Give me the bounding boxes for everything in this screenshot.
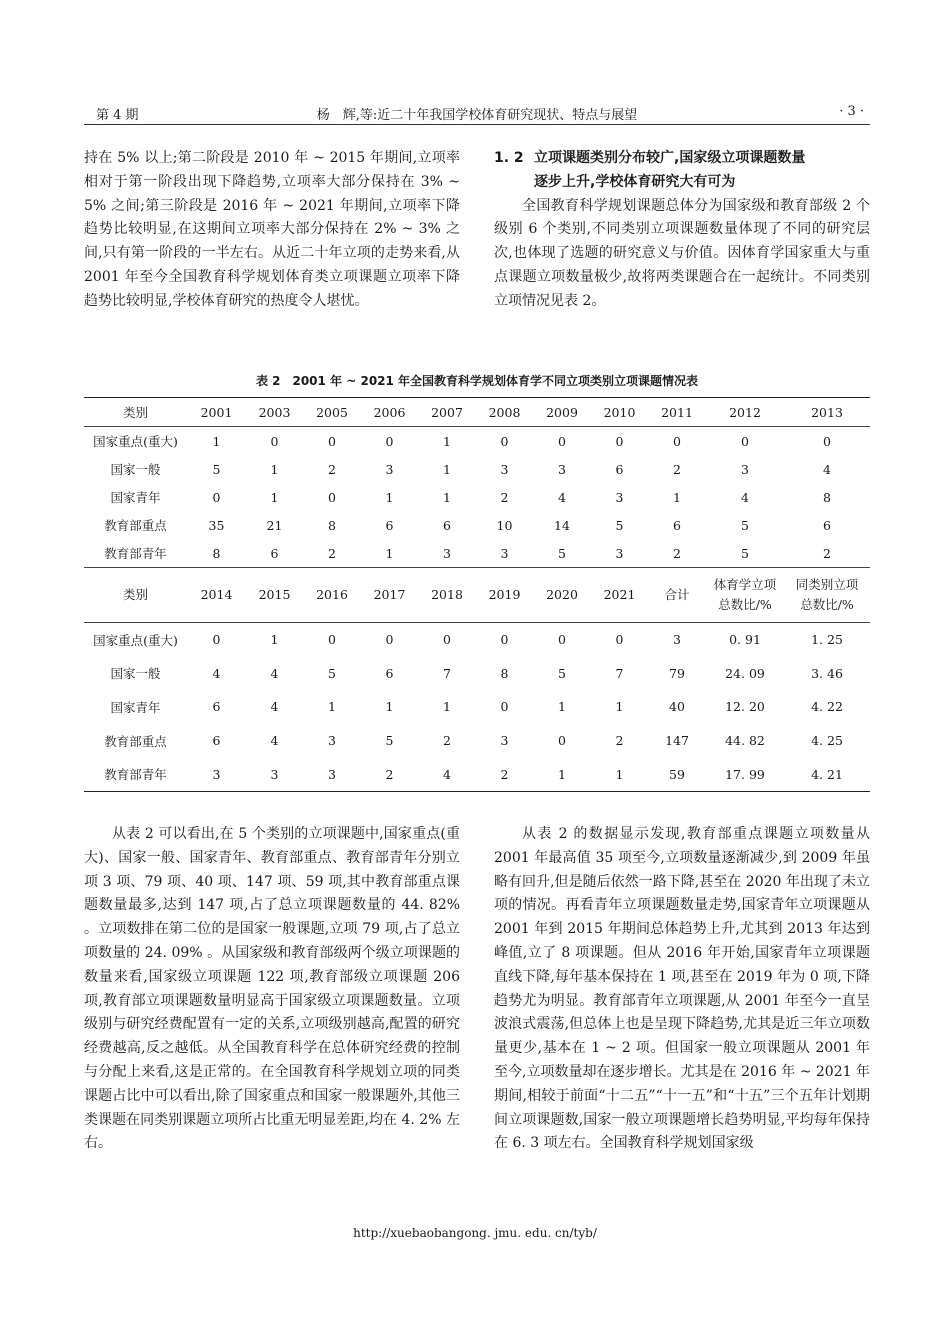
table-cell: 3 xyxy=(615,545,624,561)
table-cell: 17. 99 xyxy=(706,757,784,791)
table-cell: 8 xyxy=(212,545,221,561)
table-header-cell: 2010 xyxy=(591,398,648,427)
category-cell: 教育部重点 xyxy=(104,518,167,533)
paragraph: 持在 5% 以上;第二阶段是 2010 年 ~ 2015 年期间,立项率相对于第一阶段出现下降趋势,立项率大部分保持在 3% ~ 5% 之间;第三阶段是 2016 年 ~ 2021 年期间,立项率下降趋势比较明显,在这期间立项率大部分保持在 2% ~ 3% 之间,只有第一阶段的一半左右。从近二十年立项的走势来看,从 2001 年至今全国教育科学规划体育类立项课题立项率下降趋势比较明显,学校体育研究的热度令人堪忧。 xyxy=(84,150,460,309)
table-cell: 1 xyxy=(615,699,624,715)
table-row xyxy=(84,483,870,511)
table-cell: 1 xyxy=(533,757,591,791)
section-heading xyxy=(494,147,870,195)
table-cell: 4 xyxy=(418,757,476,791)
table-cell: 4. 21 xyxy=(784,757,870,791)
table-cell: 2 xyxy=(823,545,831,561)
table-header-cell: 2018 xyxy=(418,568,476,623)
table-header-cell: 2005 xyxy=(303,398,361,427)
table-cell: 5 xyxy=(385,733,394,749)
table-cell: 2 xyxy=(443,733,451,749)
table-cell: 6 xyxy=(270,545,279,561)
table-cell: 6 xyxy=(385,517,394,533)
table-cell: 0 xyxy=(784,427,870,456)
table-cell: 2 xyxy=(328,545,336,561)
table-caption: 表 2 2001 年 ~ 2021 年全国教育科学规划体育学不同立项类别立项课题情况表 xyxy=(255,374,699,388)
table-cell: 0 xyxy=(706,427,784,456)
table-cell: 5 xyxy=(741,545,749,561)
table-cell: 4 xyxy=(270,699,279,715)
table-cell: 8 xyxy=(500,665,509,681)
table-header-cell xyxy=(706,568,784,623)
table-cell: 3 xyxy=(443,545,451,561)
table-header-cell: 合计 xyxy=(648,568,706,623)
table-cell: 2 xyxy=(673,461,681,477)
table-cell: 1 xyxy=(246,623,303,657)
category-cell: 教育部青年 xyxy=(84,757,187,791)
table-cell: 0 xyxy=(558,733,566,749)
category-cell: 教育部青年 xyxy=(104,546,167,561)
table-header-cell: 2017 xyxy=(361,568,418,623)
table-cell: 3 xyxy=(648,623,706,657)
table-header-cell: 2021 xyxy=(591,568,648,623)
table-cell: 2 xyxy=(615,733,624,749)
table-header-cell: 类别 xyxy=(84,398,187,427)
table-cell: 1 xyxy=(443,489,451,505)
table-cell: 4 xyxy=(558,489,566,505)
table-header-cell: 2013 xyxy=(784,398,870,427)
table-cell: 6 xyxy=(385,665,394,681)
table-header-cell: 2016 xyxy=(303,568,361,623)
table-cell: 5 xyxy=(558,545,566,561)
table-header-cell: 2008 xyxy=(476,398,533,427)
table-cell: 4. 22 xyxy=(811,699,843,715)
table-cell: 4 xyxy=(823,461,831,477)
table-cell: 3 xyxy=(500,733,509,749)
footer-url: http://xuebaobangong. jmu. edu. cn/tyb/ xyxy=(353,1226,597,1240)
table-header-cell: 2020 xyxy=(533,568,591,623)
table-cell: 6 xyxy=(673,517,681,533)
table-header-cell: 2006 xyxy=(361,398,418,427)
table-header-cell: 2015 xyxy=(246,568,303,623)
table-cell: 0 xyxy=(246,427,303,456)
table-cell: 12. 20 xyxy=(725,699,765,715)
table-header-cell: 2011 xyxy=(648,398,706,427)
table-cell: 3 xyxy=(303,757,361,791)
table-cell: 1 xyxy=(418,427,476,456)
table-cell: 1 xyxy=(385,489,394,505)
header-line: 总数比/% xyxy=(800,597,854,612)
table-cell: 0 xyxy=(303,623,361,657)
table-cell: 4 xyxy=(270,733,279,749)
category-cell: 国家一般 xyxy=(110,462,161,477)
right-column-top xyxy=(494,147,870,314)
running-title: 杨 辉,等:近二十年我国学校体育研究现状、特点与展望 xyxy=(316,108,638,123)
table-cell: 59 xyxy=(648,757,706,791)
table-cell: 1 xyxy=(558,699,566,715)
table-cell: 0 xyxy=(212,489,221,505)
table-row xyxy=(84,757,870,791)
left-column-top xyxy=(84,147,460,314)
right-column-bottom xyxy=(494,823,870,1156)
table-cell: 6 xyxy=(212,733,221,749)
table-cell: 0 xyxy=(591,427,648,456)
running-header xyxy=(84,104,870,124)
table-header-cell: 2019 xyxy=(476,568,533,623)
table-header-row xyxy=(84,568,870,623)
table-cell: 14 xyxy=(554,517,570,533)
table-cell: 8 xyxy=(328,517,336,533)
header-rule xyxy=(84,124,870,125)
table-cell: 5 xyxy=(212,461,221,477)
section-title-line1: 立项课题类别分布较广,国家级立项课题数量 xyxy=(534,150,806,166)
page-number: · 3 · xyxy=(839,104,864,119)
table-header-cell: 2003 xyxy=(246,398,303,427)
table-cell: 0 xyxy=(648,427,706,456)
table-row xyxy=(84,511,870,539)
table-cell: 5 xyxy=(558,665,566,681)
table-header-row xyxy=(84,398,870,427)
table-header-cell: 2007 xyxy=(418,398,476,427)
table-cell: 6 xyxy=(823,517,831,533)
table-cell: 0 xyxy=(187,623,246,657)
table-cell: 6 xyxy=(212,699,221,715)
table-cell: 3. 46 xyxy=(811,665,843,681)
table-header-cell: 2014 xyxy=(187,568,246,623)
issue-number: 第 4 期 xyxy=(96,108,139,123)
table-cell: 6 xyxy=(443,517,451,533)
table-cell: 0. 91 xyxy=(706,623,784,657)
table-cell: 4 xyxy=(741,489,749,505)
category-cell: 国家重点(重大) xyxy=(84,623,187,657)
category-cell: 国家青年 xyxy=(110,490,161,505)
table-cell: 5 xyxy=(741,517,749,533)
table-header-cell xyxy=(784,568,870,623)
paragraph: 全国教育科学规划课题总体分为国家级和教育部级 2 个级别 6 个类别,不同类别立项课题数量体现了不同的研究层次,也体现了选题的研究意义与价值。因体育学国家重大与重点课题立项数量极少,故将两类课题合在一起统计。不同类别立项情况见表 2。 xyxy=(494,197,870,309)
table-cell: 1 xyxy=(270,461,279,477)
table-cell: 1 xyxy=(385,699,394,715)
table-cell: 1. 25 xyxy=(784,623,870,657)
table-row xyxy=(84,690,870,724)
section-number: 1. 2 xyxy=(494,150,524,166)
table-cell: 1 xyxy=(673,489,681,505)
table-header-cell: 2001 xyxy=(187,398,246,427)
table-cell: 0 xyxy=(591,623,648,657)
table-header-cell: 类别 xyxy=(84,568,187,623)
table-cell: 1 xyxy=(443,699,451,715)
table-cell: 40 xyxy=(669,699,685,715)
table-row xyxy=(84,623,870,657)
table-cell: 79 xyxy=(669,665,685,681)
table-cell: 2 xyxy=(361,757,418,791)
table-cell: 0 xyxy=(533,623,591,657)
table-cell: 21 xyxy=(266,517,283,533)
table-cell: 1 xyxy=(443,461,451,477)
category-cell: 国家一般 xyxy=(110,666,161,682)
table-row xyxy=(84,455,870,483)
left-column-bottom xyxy=(84,823,460,1156)
table-cell: 5 xyxy=(615,517,624,533)
table-cell: 0 xyxy=(303,427,361,456)
table-cell: 7 xyxy=(615,665,624,681)
table-cell: 3 xyxy=(187,757,246,791)
category-cell: 教育部重点 xyxy=(104,733,167,749)
table-cell: 1 xyxy=(328,699,336,715)
table-cell: 3 xyxy=(500,461,509,477)
header-line: 体育学立项 xyxy=(713,577,777,592)
table-cell: 0 xyxy=(500,699,509,715)
header-line: 总数比/% xyxy=(718,597,772,612)
table-cell: 0 xyxy=(476,427,533,456)
table-cell: 35 xyxy=(208,517,225,533)
table-cell: 0 xyxy=(361,623,418,657)
table-cell: 3 xyxy=(741,461,749,477)
section-title-line2: 逐步上升,学校体育研究大有可为 xyxy=(534,173,736,190)
table-cell: 3 xyxy=(615,489,624,505)
table-cell: 44. 82 xyxy=(725,733,765,749)
category-cell: 国家重点(重大) xyxy=(84,427,187,456)
table-header-cell: 2012 xyxy=(706,398,784,427)
table-cell: 1 xyxy=(385,545,394,561)
table-cell: 0 xyxy=(361,427,418,456)
table-cell: 0 xyxy=(476,623,533,657)
table-row xyxy=(84,539,870,568)
table-cell: 5 xyxy=(328,665,336,681)
table-cell: 4. 25 xyxy=(811,733,843,749)
category-cell: 国家青年 xyxy=(110,699,161,715)
paragraph: 从表 2 可以看出,在 5 个类别的立项课题中,国家重点(重大)、国家一般、国家青年、教育部重点、教育部青年分别立项 3 项、79 项、40 项、147 项、59 项,其中教育部重点课题数量最多,达到 147 项,占了总立项课题数量的 44. 82% 。立项数排在第二位的是国家一般课题,立项 79 项,占了总立项数量的 24. 09% 。从国家级和教育部级两个级立项课题的数量来看,国家级立项课题 122 项,教育部级立项课题 206 项,教育部立项课题数量明显高于国家级立项课题数量。立项级别与研究经费配置有一定的关系,立项级别越高,配置的研究经费越高,反之越低。从全国教育科学在总体研究经费的控制与分配上来看,这是正常的。在全国教育科学规划立项的同类课题占比中可以看出,除了国家重点和国家一般课题外,其他三类课题在同类别课题立项所占比重无明显差距,均在 4. 2% 左右。 xyxy=(84,826,460,1152)
table-cell: 3 xyxy=(500,545,509,561)
table-cell: 24. 09 xyxy=(725,665,765,681)
table-cell: 1 xyxy=(591,757,648,791)
table-cell: 8 xyxy=(823,489,831,505)
table-cell: 3 xyxy=(246,757,303,791)
table-cell: 7 xyxy=(443,665,451,681)
table-cell: 2 xyxy=(673,545,681,561)
table-row xyxy=(84,724,870,758)
table-cell: 6 xyxy=(615,461,624,477)
table-cell: 0 xyxy=(533,427,591,456)
table-cell: 0 xyxy=(418,623,476,657)
table-cell: 10 xyxy=(496,517,513,533)
table-cell: 3 xyxy=(558,461,566,477)
table-cell: 2 xyxy=(328,461,336,477)
table-cell: 3 xyxy=(328,733,336,749)
table-cell: 147 xyxy=(665,733,689,749)
table-cell: 2 xyxy=(476,757,533,791)
paragraph: 从表 2 的数据显示发现,教育部重点课题立项数量从 2001 年最高值 35 项至今,立项数量逐渐减少,到 2009 年虽略有回升,但是随后依然一路下降,甚至在 2020 年出现了未立项的情况。再看青年立项课题数量走势,国家青年立项课题从 2001 年到 2015 年期间总体趋势上升,尤其到 2013 年达到峰值,立了 8 项课题。但从 2016 年开始,国家青年立项课题直线下降,每年基本保持在 1 项,甚至在 2019 年为 0 项,下降趋势尤为明显。教育部青年立项课题,从 2001 年至今一直呈波浪式震荡,但总体上也是呈现下降趋势,尤其是近三年立项数量更少,基本在 1 ~ 2 项。但国家一般立项课题从 2001 年至今,立项数量却在逐步增长。尤其是在 2016 年 ~ 2021 年期间,相较于前面“十二五”“十一五”和“十五”三个五年计划期间立项课题数,国家一般立项课题增长趋势明显,平均每年保持在 6. 3 项左右。全国教育科学规划国家级 xyxy=(494,826,870,1152)
header-line: 同类别立项 xyxy=(795,577,859,592)
table-cell: 2 xyxy=(500,489,509,505)
table-cell: 0 xyxy=(328,489,336,505)
table-cell: 4 xyxy=(270,665,279,681)
table-row xyxy=(84,657,870,691)
table-cell: 3 xyxy=(385,461,394,477)
table-header-cell: 2009 xyxy=(533,398,591,427)
table-row xyxy=(84,427,870,456)
table-cell: 1 xyxy=(270,489,279,505)
data-table xyxy=(84,397,870,792)
table-cell: 1 xyxy=(187,427,246,456)
table-cell: 4 xyxy=(212,665,221,681)
